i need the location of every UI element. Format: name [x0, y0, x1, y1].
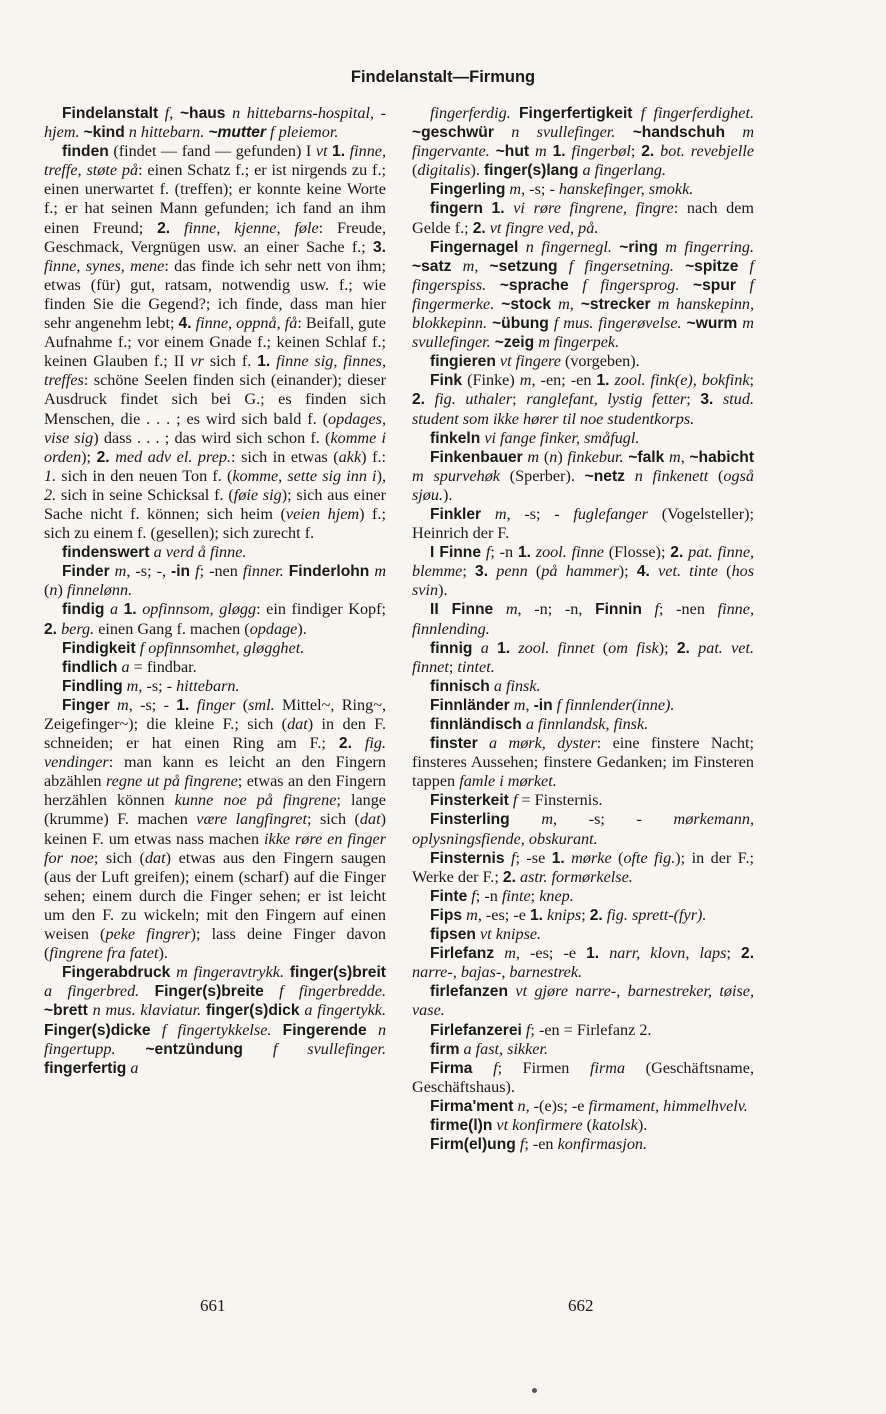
dictionary-entry: Fingerabdruck m fingeravtrykk. finger(s)breit a fingerbred. Finger(s)breite f fingerbredde. ~brett n mus. klaviatur. finger(s)dick a fingertykk. Finger(s)dicke f fingertykkelse. Fingerende n fingertupp. ~entzündung f svullefinger. fingerfertig a	[44, 963, 387, 1077]
page-header: Findelanstalt—Firmung	[350, 68, 536, 86]
dictionary-entry: Finkenbauer m (n) finkebur. ~falk m, ~habicht m spurvehøk (Sperber). ~netz n finkenett (også sjøu.).	[412, 447, 755, 504]
dictionary-entry: Finsternis f; -se 1. mørke (ofte fig.); in der F.; Werke der F.; 2. astr. formørkelse.	[412, 848, 754, 886]
dictionary-entry: findenswert a verd å finne.	[62, 543, 247, 562]
dictionary-entry: finkeln vi fange finker, småfugl.	[430, 428, 640, 447]
dictionary-entry: Finger m, -s; - 1. finger (sml. Mittel~, Ring~, Zeigefinger~); die kleine F.; sich (dat) in den F. schneiden; er hat einen Ring am F.; 2. fig. vendinger: man kann es leicht an den Fingern abzählen regne ut på fingrene; etwas an den Fingern herzählen können kunne noe på fingrene; lange (krumme) F. machen være langfingret; sich (dat) keinen F. um etwas nass machen ikke røre en finger for noe; sich (dat) etwas aus den Fingern saugen (aus der Luft greifen); einem (scharf) auf die Finger sehen; einem durch die Finger sehen; er ist leicht um den F. zu wickeln; mit den Fingern auf einen weisen (peke fingrer); lass deine Finger davon (fingrene fra fatet).	[44, 695, 387, 963]
dictionary-entry: fingerferdig. Fingerfertigkeit f fingerferdighet. ~geschwür n svullefinger. ~handschuh m fingervante. ~hut m 1. fingerbøl; 2. bot. revebjelle (digitalis). finger(s)lang a fingerlang.	[412, 104, 755, 180]
speck-mark	[532, 1388, 537, 1393]
dictionary-entry: Firm(el)ung f; -en konfirmasjon.	[430, 1135, 648, 1154]
dictionary-entry: finster a mørk, dyster: eine finstere Nacht; finsteres Aussehen; finstere Gedanken; im Finsteren tappen famle i mørket.	[412, 734, 754, 791]
page-number-right: 662	[568, 1296, 594, 1315]
dictionary-entry: fingieren vt fingere (vorgeben).	[430, 352, 640, 371]
dictionary-entry: Firma'ment n, -(e)s; -e firmament, himmelhvelv.	[430, 1096, 748, 1115]
dictionary-entry: Firma f; Firmen firma (Geschäftsname, Geschäftshaus).	[412, 1058, 754, 1096]
dictionary-entry: finnisch a finsk.	[430, 676, 541, 695]
dictionary-entry: findig a 1. opfinnsom, gløgg: ein findiger Kopf; 2. berg. einen Gang f. machen (opdage).	[44, 600, 387, 638]
left-column	[44, 104, 386, 1078]
dictionary-entry: Findigkeit f opfinnsomhet, gløgghet.	[62, 638, 305, 657]
dictionary-entry: Finkler m, -s; - fuglefanger (Vogelsteller); Heinrich der F.	[412, 504, 755, 543]
dictionary-entry: finden (findet — fand — gefunden) I vt 1. finne, treffe, støte på: einen Schatz f.; er ist nirgends zu f.; einen unerwartet f. (treffen); er konnte keine Worte f.; er hat seinen Mann gefunden; ich fand an ihm einen Freund; 2. finne, kjenne, føle: Freude, Geschmack, Vergnügen usw. an einer Sache f.; 3. finne, synes, mene: das finde ich sehr nett von ihm; etwas (für) gut, ratsam, notwendig usw. f.; wie finden Sie die Gegend?; ich finde, dass man hier sehr angenehm lebt; 4. finne, oppnå, få: Beifall, gute Aufnahme f.; vor einem Gnade f.; keinen Schlaf f.; keinen Glauben f.; II vr sich f. 1. finne sig, finnes, treffes: schöne Seelen finden sich (einander); dieser Ausdruck findet sich bei G.; es finden sich Menschen, die . . . ; es wird sich bald f. (opdages, vise sig) dass . . . ; das wird sich schon f. (komme i orden); 2. med adv el. prep.: sich in etwas (akk) f.: 1. sich in den neuen Ton f. (komme, sette sig inn i), 2. sich in seine Schicksal f. (føie sig); sich aus einer Sache nicht f. können; sich heim (veien hjem) f.; sich zu einem f. (gesellen); sich zurecht f.	[44, 142, 387, 543]
dictionary-entry: Finder m, -s; -, -in f; -nen finner. Finderlohn m (n) finnelønn.	[44, 562, 387, 600]
dictionary-entry: Finsterkeit f = Finsternis.	[430, 791, 603, 810]
dictionary-entry: I Finne f; -n 1. zool. finne (Flosse); 2. pat. finne, blemme; 3. penn (på hammer); 4. vet. tinte (hos svin).	[412, 543, 755, 600]
dictionary-entry: Findelanstalt f, ~haus n hittebarns-hospital, -hjem. ~kind n hittebarn. ~mutter f pleiemor.	[44, 104, 387, 142]
dictionary-entry: Firlefanz m, -es; -e 1. narr, klovn, laps; 2. narre-, bajas-, barnestrek.	[412, 944, 755, 982]
dictionary-entry: finnig a 1. zool. finnet (om fisk); 2. pat. vet. finnet; tintet.	[412, 638, 755, 676]
dictionary-entry: fingern 1. vi røre fingrene, fingre: nach dem Gelde f.; 2. vt fingre ved, på.	[412, 199, 754, 237]
dictionary-entry: Finnländer m, -in f finnlender(inne).	[430, 695, 675, 714]
dictionary-entry: finnländisch a finnlandsk, finsk.	[430, 715, 649, 733]
page-number-left: 661	[200, 1296, 226, 1315]
dictionary-entry: Finsterling m, -s; - mørkemann, oplysningsfiende, obskurant.	[412, 810, 755, 848]
dictionary-entry: firm a fast, sikker.	[430, 1039, 549, 1058]
dictionary-entry: firlefanzen vt gjøre narre-, barnestreker, tøise, vase.	[412, 982, 755, 1020]
dictionary-entry: Finte f; -n finte; knep.	[430, 886, 574, 905]
dictionary-entry: findlich a = findbar.	[62, 657, 197, 676]
dictionary-entry: Findling m, -s; - hittebarn.	[62, 676, 240, 695]
right-column	[412, 104, 754, 1154]
dictionary-entry: Firlefanzerei f; -en = Firlefanz 2.	[430, 1020, 652, 1039]
dictionary-entry: fipsen vt knipse.	[430, 925, 542, 944]
dictionary-entry: Fink (Finke) m, -en; -en 1. zool. fink(e), bokfink; 2. fig. uthaler; ranglefant, lystig fetter; 3. stud. student som ikke hører til noe studentkorps.	[412, 371, 755, 428]
dictionary-entry: II Finne m, -n; -n, Finnin f; -nen finne, finnlending.	[412, 600, 755, 638]
dictionary-entry: firme(l)n vt konfirmere (katolsk).	[430, 1115, 648, 1134]
dictionary-entry: Fingernagel n fingernegl. ~ring m fingerring. ~satz m, ~setzung f fingersetning. ~spitze f fingerspiss. ~sprache f fingersprog. ~spur f fingermerke. ~stock m, ~strecker m hanskepinn, blokkepinn. ~übung f mus. fingerøvelse. ~wurm m svullefinger. ~zeig m fingerpek.	[412, 237, 755, 352]
dictionary-entry: Fips m, -es; -e 1. knips; 2. fig. sprett-(fyr).	[430, 905, 707, 924]
dictionary-entry: Fingerling m, -s; - hanskefinger, smokk.	[430, 180, 694, 199]
